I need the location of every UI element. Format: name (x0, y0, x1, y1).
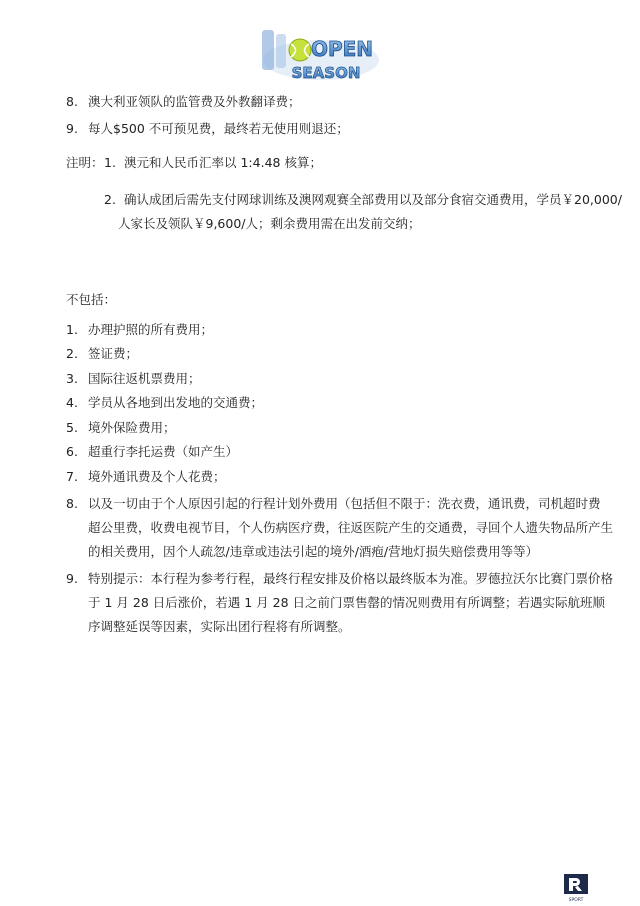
included-item-text: 每人$500 不可预见费，最终若无使用则退还； (88, 121, 349, 136)
excluded-item-number: 3. (66, 371, 78, 386)
excluded-item-number: 9. (66, 571, 78, 586)
tennis-ball-icon (289, 39, 311, 61)
excluded-item-number: 7. (66, 469, 78, 484)
excluded-item-text: 国际往返机票费用； (88, 371, 201, 386)
excluded-item-text-line: 的相关费用，因个人疏忽/违章或违法引起的境外/酒疱/营地灯损失赔偿费用等等） (88, 544, 539, 559)
excluded-item-number: 6. (66, 444, 78, 459)
note-text-line: 确认成团后需先支付网球训练及澳网观赛全部费用以及部分食宿交通费用，学员￥20,000/ (124, 192, 622, 207)
excluded-item-text: 境外保险费用； (88, 420, 176, 435)
excluded-item-text: 签证费； (88, 346, 139, 361)
excluded-title: 不包括： (66, 292, 117, 307)
excluded-item-text: 办理护照的所有费用； (88, 322, 214, 337)
excluded-item-number: 4. (66, 395, 78, 410)
open-season-logo (258, 24, 384, 86)
logo-text-top: OPEN (310, 37, 374, 61)
excluded-item-number: 2. (66, 346, 78, 361)
included-item-number: 9. (66, 121, 78, 136)
note-number: 2. (104, 192, 116, 207)
excluded-item-text-line: 超公里费，收费电视节目，个人伤病医疗费，往返医院产生的交通费，寻回个人遗失物品所产生 (88, 520, 614, 535)
excluded-item-text-line: 于 1 月 28 日后涨价，若遇 1 月 28 日之前门票售罄的情况则费用有所调整；若遇实际航班顺 (88, 595, 606, 610)
note-text-line: 人家长及领队￥9,600/人；剩余费用需在出发前交纳； (118, 216, 421, 231)
excluded-item-number: 5. (66, 420, 78, 435)
excluded-item-text-line: 特别提示：本行程为参考行程，最终行程安排及价格以最终版本为准。罗德拉沃尔比赛门票价格 (88, 571, 614, 586)
footer-logo-text: SPORT (568, 898, 584, 902)
excluded-item-text: 学员从各地到出发地的交通费； (88, 395, 264, 410)
excluded-item-number: 8. (66, 496, 78, 511)
footer-sport-logo (564, 874, 588, 902)
logo-text-bottom: SEASON (291, 64, 361, 82)
note-number: 1. (104, 155, 116, 170)
excluded-item-number: 1. (66, 322, 78, 337)
excluded-item-text-line: 序调整延误等因素，实际出团行程将有所调整。 (88, 619, 351, 634)
included-item-number: 8. (66, 94, 78, 109)
excluded-item-text-line: 以及一切由于个人原因引起的行程计划外费用（包括但不限于：洗衣费，通讯费，司机超时费 (88, 496, 601, 511)
notes-label: 注明： (66, 155, 104, 170)
excluded-item-text: 境外通讯费及个人花费； (88, 469, 226, 484)
excluded-item-text: 超重行李托运费（如产生） (88, 444, 239, 459)
included-item-text: 澳大利亚领队的监管费及外教翻译费； (88, 94, 301, 109)
note-text: 澳元和人民币汇率以 1:4.48 核算； (124, 155, 322, 170)
